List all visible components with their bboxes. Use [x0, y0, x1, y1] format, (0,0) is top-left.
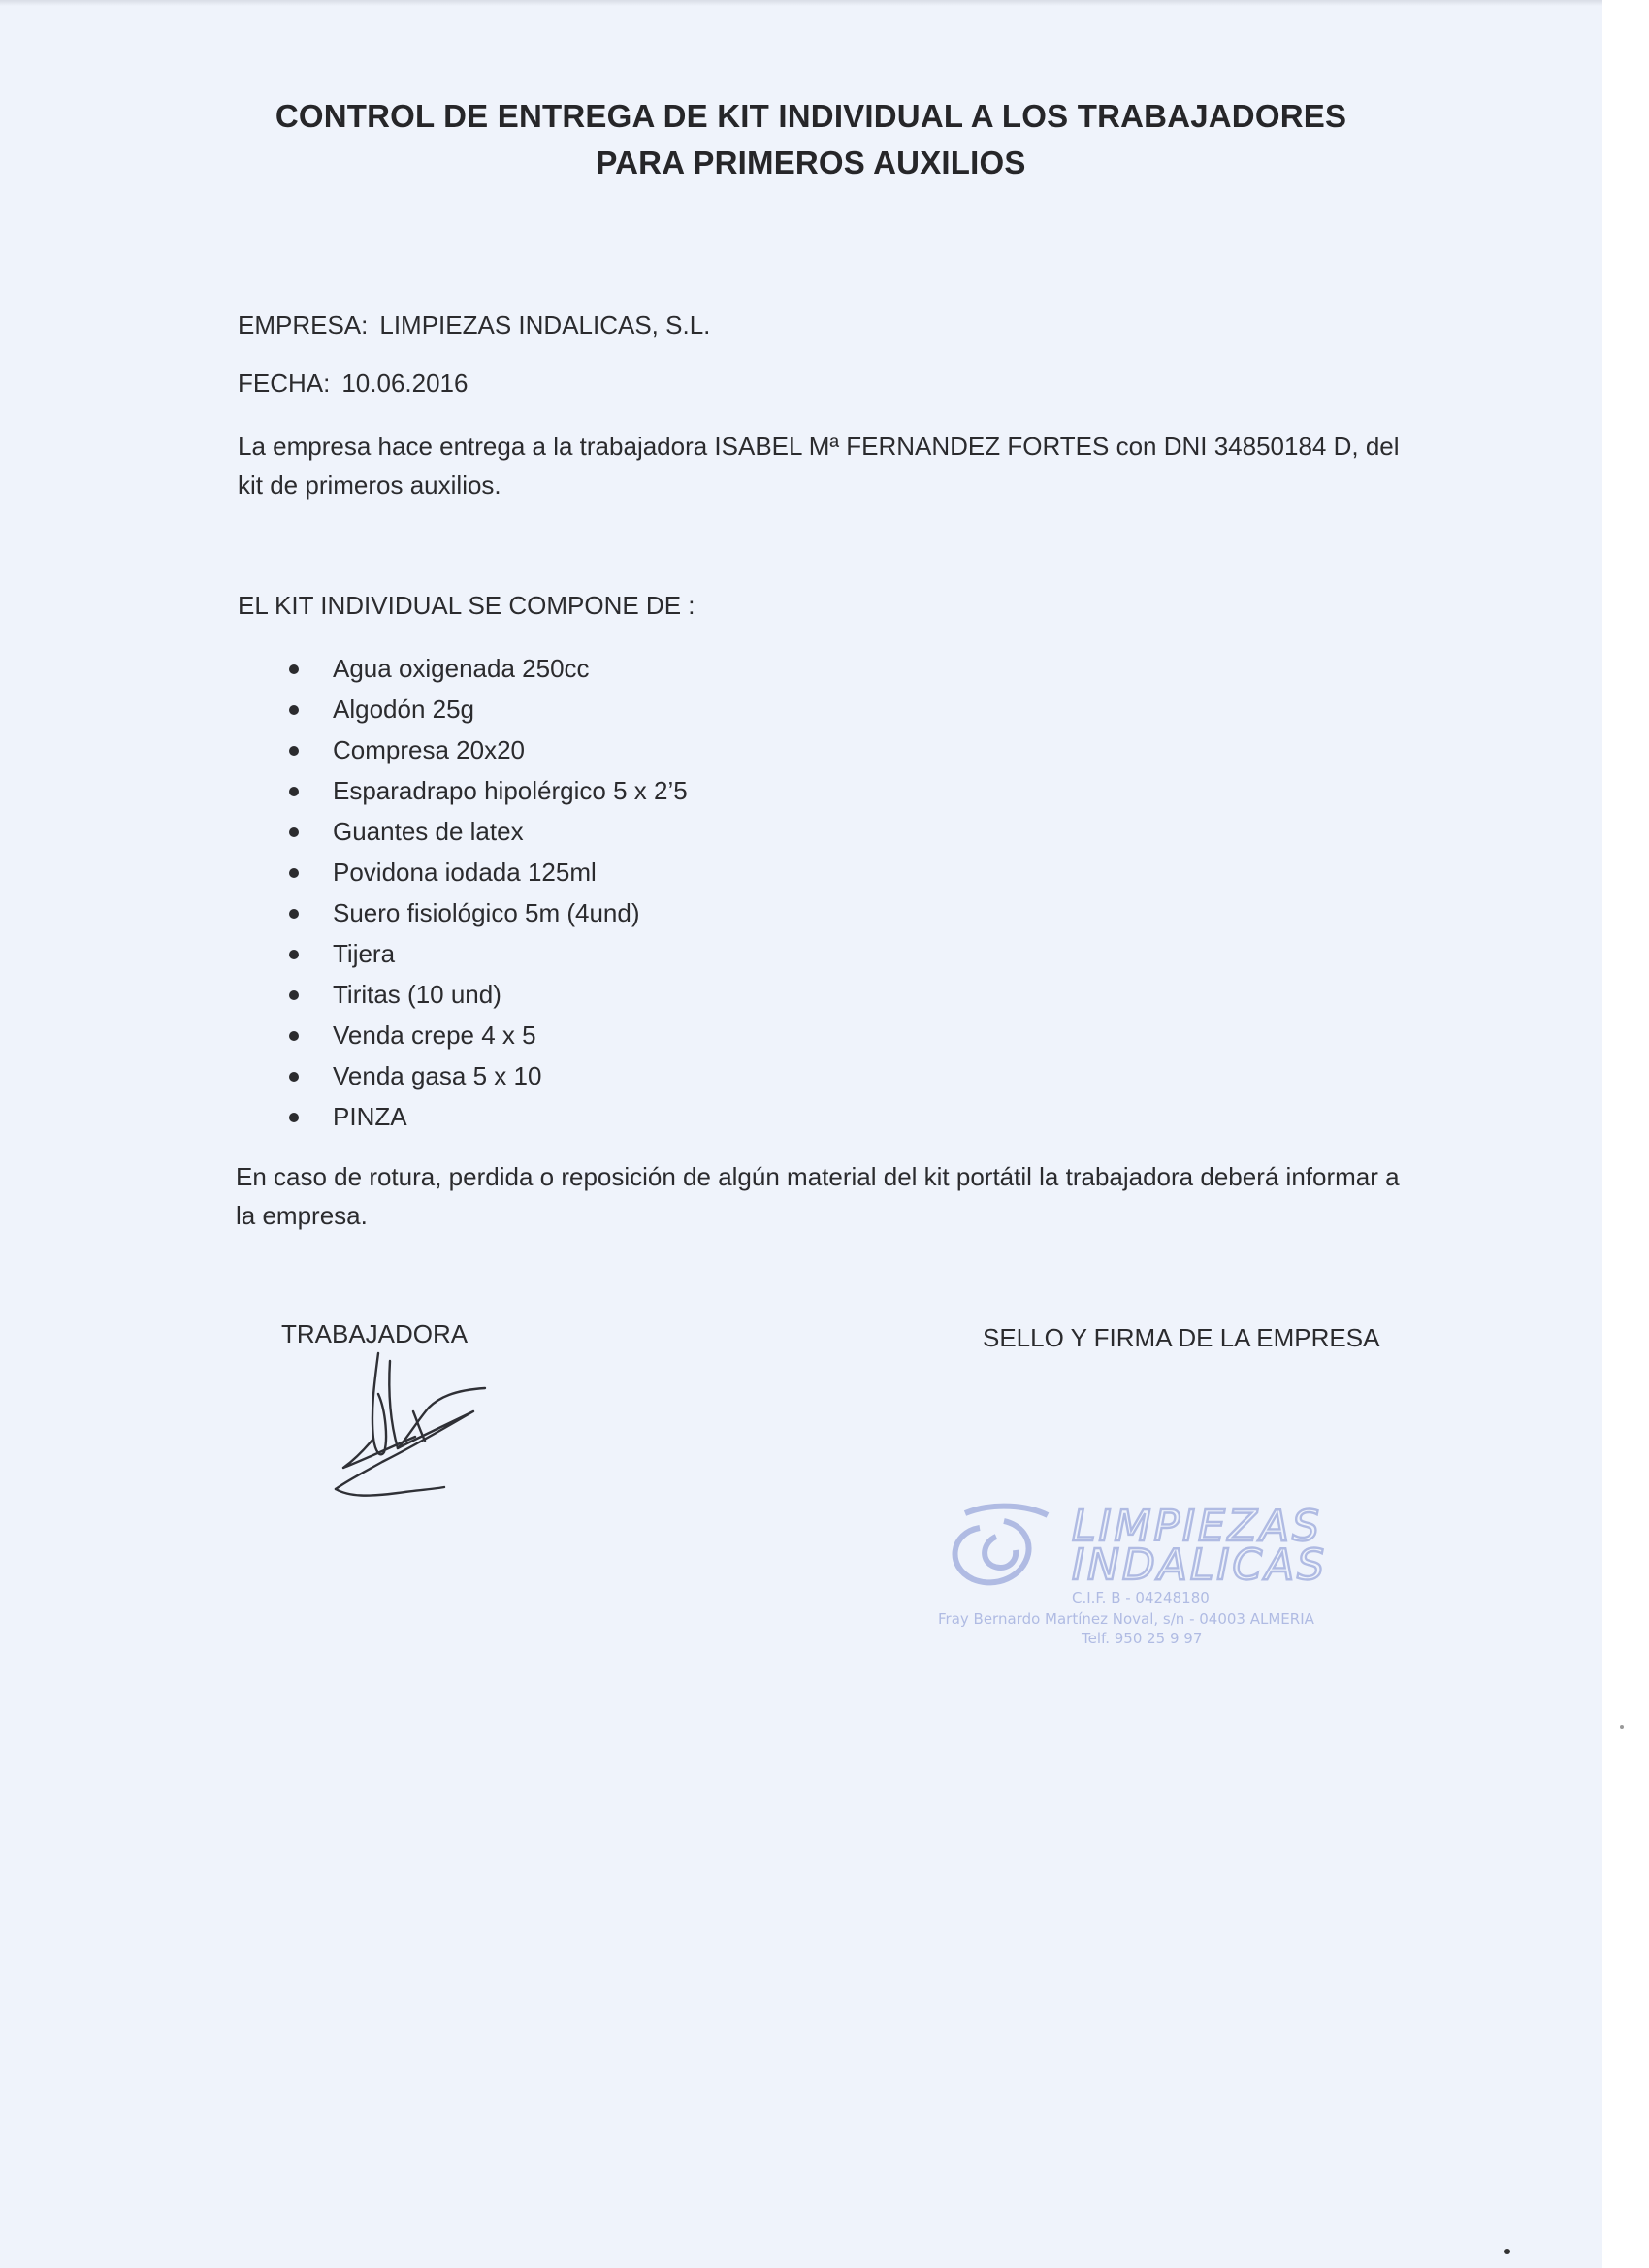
kit-item-label: Esparadrapo hipolérgico 5 x 2’5	[333, 776, 688, 805]
empresa-field	[238, 306, 710, 344]
kit-items-list	[281, 648, 688, 1137]
bullet-icon	[289, 787, 299, 796]
document-title-line-2: PARA PRIMEROS AUXILIOS	[596, 145, 1026, 180]
document-title-line-1: CONTROL DE ENTREGA DE KIT INDIVIDUAL A LOS TRABAJADORES	[275, 98, 1347, 134]
worker-signature-label: TRABAJADORA	[281, 1319, 469, 1348]
bullet-icon	[289, 827, 299, 837]
bullet-icon	[289, 1031, 299, 1041]
kit-item-label: PINZA	[333, 1102, 407, 1131]
fecha-label: FECHA:	[238, 369, 331, 398]
empresa-value: LIMPIEZAS INDALICAS, S.L.	[379, 310, 711, 340]
handwritten-signature	[320, 1344, 514, 1528]
bullet-icon	[289, 664, 299, 674]
stamp-line-1: LIMPIEZAS	[1072, 1502, 1322, 1551]
kit-item-label: Venda gasa 5 x 10	[333, 1061, 542, 1090]
kit-item-label: Venda crepe 4 x 5	[333, 1021, 536, 1050]
fecha-field	[238, 364, 468, 403]
bullet-icon	[289, 990, 299, 1000]
list-item	[281, 852, 688, 892]
scan-shadow-top	[0, 0, 1649, 6]
list-item	[281, 933, 688, 974]
list-item	[281, 974, 688, 1015]
kit-item-label: Agua oxigenada 250cc	[333, 654, 590, 683]
scan-speck	[1620, 1725, 1624, 1729]
bullet-icon	[289, 950, 299, 959]
document-title	[0, 93, 1622, 186]
bullet-icon	[289, 746, 299, 756]
list-item	[281, 1096, 688, 1137]
stamp-line-2: INDALICAS	[1072, 1540, 1328, 1590]
scan-edge-right	[1602, 0, 1649, 2268]
fecha-value: 10.06.2016	[341, 369, 469, 398]
list-item	[281, 689, 688, 729]
bullet-icon	[289, 868, 299, 878]
company-signature-label: SELLO Y FIRMA DE LA EMPRESA	[983, 1323, 1380, 1352]
list-item	[281, 770, 688, 811]
list-item	[281, 892, 688, 933]
bullet-icon	[289, 909, 299, 919]
list-item	[281, 1015, 688, 1055]
kit-item-label: Tijera	[333, 939, 396, 968]
kit-item-label: Suero fisiológico 5m (4und)	[333, 898, 640, 927]
stamp-cif: C.I.F. B - 04248180	[1072, 1589, 1210, 1606]
bullet-icon	[289, 1072, 299, 1082]
closing-paragraph: En caso de rotura, perdida o reposición de algún material del kit portátil la trabajadora deberá informar a la empresa.	[236, 1162, 1400, 1230]
stamp-address: Fray Bernardo Martínez Noval, s/n - 04003 ALMERIA	[938, 1610, 1314, 1628]
kit-item-label: Povidona iodada 125ml	[333, 858, 597, 887]
scan-speck	[1504, 2249, 1510, 2254]
kit-item-label: Guantes de latex	[333, 817, 524, 846]
list-item	[281, 648, 688, 689]
stamp-logo-icon	[955, 1507, 1048, 1583]
list-item	[281, 811, 688, 852]
bullet-icon	[289, 705, 299, 715]
kit-item-label: Tiritas (10 und)	[333, 980, 501, 1009]
kit-heading: EL KIT INDIVIDUAL SE COMPONE DE :	[238, 591, 695, 620]
list-item	[281, 729, 688, 770]
kit-item-label: Compresa 20x20	[333, 735, 525, 764]
stamp-phone: Telf. 950 25 9 97	[1082, 1630, 1203, 1647]
bullet-icon	[289, 1113, 299, 1122]
intro-paragraph: La empresa hace entrega a la trabajadora ISABEL Mª FERNANDEZ FORTES con DNI 34850184 D, del kit de primeros auxilios.	[238, 432, 1400, 500]
empresa-label: EMPRESA:	[238, 310, 369, 340]
company-stamp	[936, 1474, 1387, 1654]
kit-item-label: Algodón 25g	[333, 695, 475, 724]
list-item	[281, 1055, 688, 1096]
